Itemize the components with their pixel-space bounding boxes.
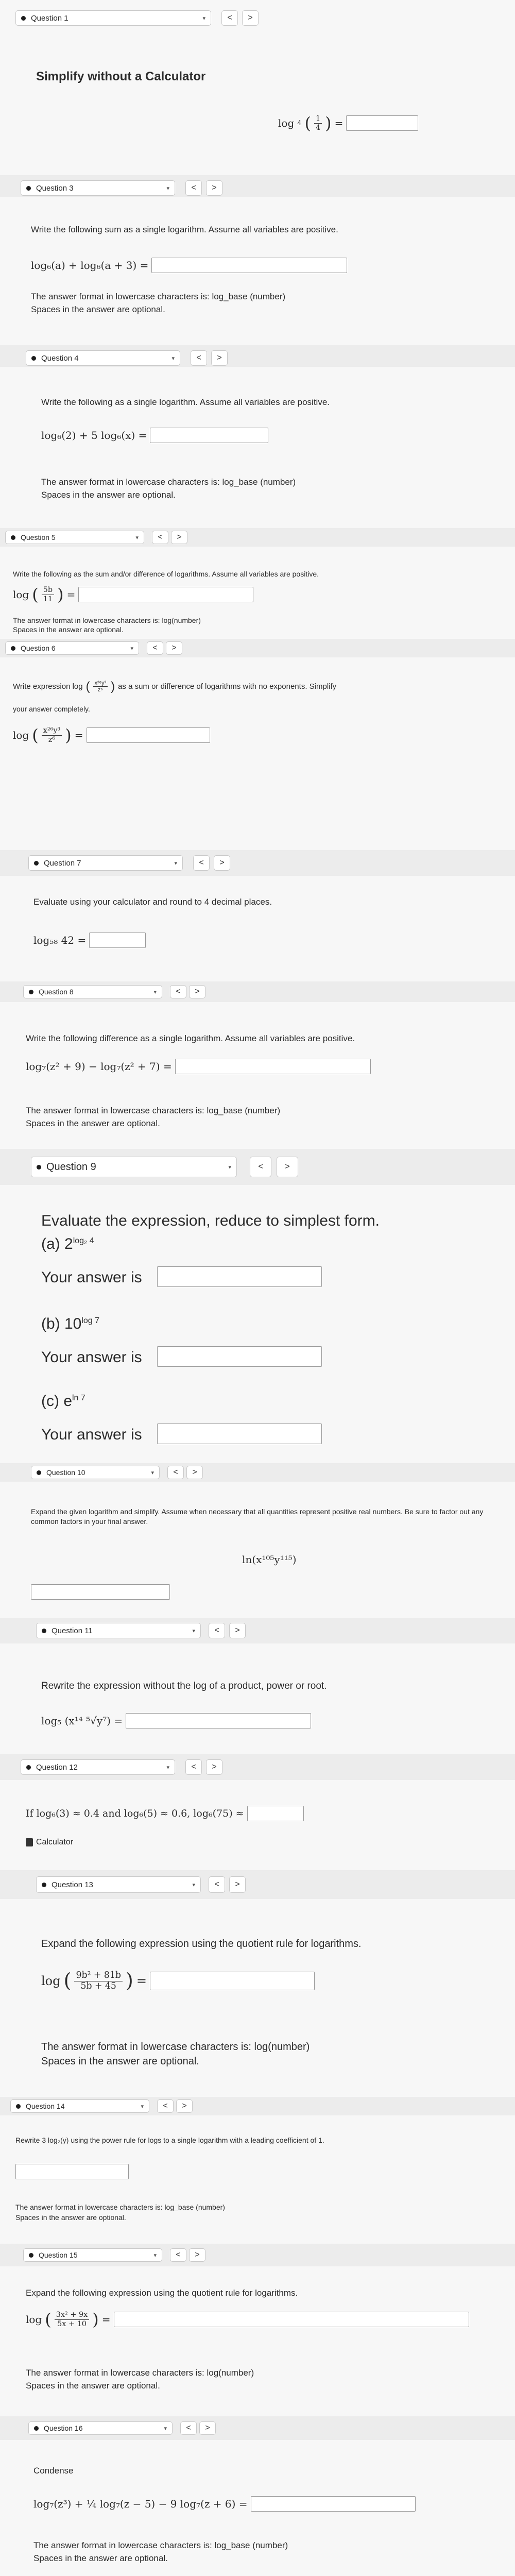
format-note: The answer format in lowercase characters is: log(number) xyxy=(26,2368,254,2378)
question-6-card xyxy=(0,639,515,850)
equals-sign: = xyxy=(74,729,83,742)
prompt-continuation: your answer completely. xyxy=(13,705,90,713)
next-button[interactable]: > xyxy=(214,855,230,871)
answer-input-a[interactable] xyxy=(157,1266,322,1287)
denominator: z⁶ xyxy=(48,735,56,744)
question-prompt: Evaluate using your calculator and round to 4 decimal places. xyxy=(33,897,272,907)
chevron-down-icon: ▾ xyxy=(192,1628,195,1634)
question-select[interactable] xyxy=(31,1157,237,1177)
numerator: 5b xyxy=(42,586,54,595)
part-b-exponent: log 7 xyxy=(81,1316,100,1325)
question-expression xyxy=(41,1713,311,1728)
prev-button[interactable]: < xyxy=(191,350,207,366)
question-expression xyxy=(26,2311,469,2328)
question-label: Question 8 xyxy=(39,988,74,996)
next-button[interactable]: > xyxy=(189,2248,205,2262)
right-paren: ) xyxy=(325,113,332,133)
status-dot-icon xyxy=(11,535,15,540)
calculator-label: Calculator xyxy=(36,1838,74,1846)
question-3-card xyxy=(0,175,515,345)
prev-button[interactable]: < xyxy=(147,641,163,655)
question-expression xyxy=(278,114,418,132)
question-5-card xyxy=(0,528,515,639)
question-expression xyxy=(26,1806,304,1821)
question-10-card xyxy=(0,1463,515,1618)
question-label: Question 14 xyxy=(26,2102,65,2110)
question-9-card xyxy=(0,1149,515,1463)
answer-input[interactable] xyxy=(87,727,210,743)
prev-button[interactable]: < xyxy=(209,1876,225,1893)
prev-button[interactable]: < xyxy=(157,2099,174,2113)
format-note: The answer format in lowercase characters is: log_base (number) xyxy=(15,2203,225,2211)
numerator: 9b² + 81b xyxy=(74,1971,122,1981)
question-8-card xyxy=(0,981,515,1149)
prev-button[interactable]: < xyxy=(180,2421,197,2435)
question-label: Question 9 xyxy=(46,1161,96,1173)
numerator: 3x² + 9x xyxy=(55,2311,90,2320)
prev-button[interactable]: < xyxy=(209,1623,225,1638)
prev-button[interactable]: < xyxy=(193,855,210,871)
right-paren: ) xyxy=(111,679,115,693)
status-dot-icon xyxy=(37,1470,41,1475)
question-select[interactable] xyxy=(10,2099,149,2113)
question-select[interactable] xyxy=(23,2248,162,2262)
question-label: Question 12 xyxy=(36,1762,78,1772)
prev-button[interactable]: < xyxy=(185,180,202,196)
question-expression xyxy=(31,258,347,273)
expression-text: log₅₈ 42 = xyxy=(33,934,87,946)
question-expression xyxy=(41,1971,315,1992)
question-label: Question 10 xyxy=(46,1468,85,1477)
question-select[interactable] xyxy=(5,641,139,655)
next-button[interactable]: > xyxy=(229,1623,246,1638)
format-note: The answer format in lowercase characters is: log(number) xyxy=(41,2041,310,2053)
right-paren: ) xyxy=(57,585,64,605)
expression-text: log₇(z² + 9) − log₇(z² + 7) = xyxy=(26,1060,172,1073)
question-prompt: Write the following sum as a single logarithm. Assume all variables are positive. xyxy=(31,225,338,234)
next-button[interactable]: > xyxy=(189,985,205,998)
chevron-down-icon: ▾ xyxy=(153,989,157,995)
question-label: Question 15 xyxy=(39,2251,78,2259)
log-label: log xyxy=(13,588,29,601)
question-expression xyxy=(13,726,210,744)
part-b xyxy=(41,1314,99,1335)
log-label: log xyxy=(26,2313,42,2326)
numerator: x²⁶y³ xyxy=(42,726,62,736)
question-label: Question 11 xyxy=(52,1626,93,1635)
status-dot-icon xyxy=(34,861,39,866)
denominator: z⁶ xyxy=(97,687,103,693)
fraction xyxy=(42,586,54,603)
left-paren: ( xyxy=(45,2310,52,2330)
answer-input[interactable] xyxy=(15,2164,129,2179)
format-note: The answer format in lowercase characters is: log(number) xyxy=(13,616,201,624)
answer-label: Your answer is xyxy=(41,1269,142,1286)
expression-text: log₇(z³) + ¼ log₇(z − 5) − 9 log₇(z + 6) = xyxy=(33,2498,248,2510)
denominator: 11 xyxy=(43,595,53,603)
question-13-card xyxy=(0,1870,515,2097)
chevron-down-icon: ▾ xyxy=(164,2425,167,2432)
part-c xyxy=(41,1391,85,1412)
question-label: Question 6 xyxy=(21,644,56,652)
question-4-card xyxy=(0,345,515,528)
equals-sign: = xyxy=(66,588,76,601)
question-prompt: Rewrite 3 log₂(y) using the power rule for logs to a single logarithm with a leading coefficient of 1. xyxy=(15,2136,324,2144)
left-paren: ( xyxy=(32,585,39,605)
spaces-note: Spaces in the answer are optional. xyxy=(26,1118,160,1128)
question-prompt: Expand the following expression using the quotient rule for logarithms. xyxy=(26,2288,298,2298)
question-label: Question 1 xyxy=(31,13,68,23)
part-a-base: (a) 2 xyxy=(41,1235,73,1252)
question-expression xyxy=(26,1059,371,1074)
spaces-note: Spaces in the answer are optional. xyxy=(31,304,165,314)
left-paren: ( xyxy=(304,113,312,133)
denominator: 4 xyxy=(316,123,321,132)
question-label: Question 16 xyxy=(44,2424,83,2432)
status-dot-icon xyxy=(42,1883,46,1887)
question-prompt: Rewrite the expression without the log of a product, power or root. xyxy=(41,1681,327,1691)
prev-button[interactable]: < xyxy=(152,531,168,544)
status-dot-icon xyxy=(11,646,15,651)
prev-button[interactable]: < xyxy=(185,1759,202,1775)
question-label: Question 7 xyxy=(44,858,81,868)
spaces-note: Spaces in the answer are optional. xyxy=(41,490,176,500)
status-dot-icon xyxy=(34,2426,39,2431)
status-dot-icon xyxy=(31,356,36,361)
format-note: The answer format in lowercase characters is: log_base (number) xyxy=(31,292,286,301)
log-label: log xyxy=(13,729,29,742)
next-button[interactable]: > xyxy=(206,180,222,196)
answer-input[interactable] xyxy=(150,428,268,443)
question-1-card xyxy=(0,0,515,175)
spaces-note: Spaces in the answer are optional. xyxy=(13,625,124,634)
answer-input[interactable] xyxy=(175,1059,371,1074)
fraction xyxy=(314,114,322,132)
question-prompt: Expand the following expression using the quotient rule for logarithms. xyxy=(41,1938,362,1950)
chevron-down-icon: ▾ xyxy=(135,534,139,541)
calculator-icon xyxy=(26,1838,33,1846)
status-dot-icon xyxy=(26,186,31,191)
question-select[interactable] xyxy=(21,1759,175,1775)
next-button[interactable]: > xyxy=(206,1759,222,1775)
chevron-down-icon: ▾ xyxy=(174,860,177,867)
answer-label: Your answer is xyxy=(41,1349,142,1366)
right-paren: ) xyxy=(92,2310,99,2330)
part-c-exponent: ln 7 xyxy=(72,1394,85,1402)
question-expression xyxy=(13,586,253,603)
log-label: log xyxy=(41,1974,61,1989)
chevron-down-icon: ▾ xyxy=(192,1882,195,1888)
answer-input[interactable] xyxy=(31,1584,170,1600)
question-select[interactable] xyxy=(31,1466,160,1479)
next-button[interactable]: > xyxy=(166,641,182,655)
question-prompt: Evaluate the expression, reduce to simplest form. xyxy=(41,1212,380,1229)
question-16-card xyxy=(0,2416,515,2576)
expression-text: log₆(a) + log₆(a + 3) = xyxy=(31,259,149,272)
status-dot-icon xyxy=(29,2253,33,2258)
question-select[interactable] xyxy=(36,1623,201,1638)
status-dot-icon xyxy=(26,1765,31,1770)
chevron-down-icon: ▾ xyxy=(130,645,133,652)
equals-sign: = xyxy=(101,2313,111,2326)
spaces-note: Spaces in the answer are optional. xyxy=(26,2381,160,2391)
status-dot-icon xyxy=(29,990,33,994)
next-button[interactable]: > xyxy=(229,1876,246,1893)
prompt-text: Write expression log xyxy=(13,682,83,691)
left-paren: ( xyxy=(85,679,90,693)
question-prompt: Expand the given logarithm and simplify. Assume when necessary that all quantities represent positive real numbers. Be sure to factor out any common factors in your final answer. xyxy=(31,1507,484,1526)
next-button[interactable]: > xyxy=(176,2099,193,2113)
part-c-base: (c) e xyxy=(41,1393,72,1410)
chevron-down-icon: ▾ xyxy=(153,2252,157,2259)
format-note: The answer format in lowercase characters is: log_base (number) xyxy=(26,1106,281,1115)
answer-input[interactable] xyxy=(247,1806,304,1821)
prev-button[interactable]: < xyxy=(250,1157,271,1177)
question-select[interactable] xyxy=(28,855,183,871)
prev-button[interactable]: < xyxy=(167,1466,184,1479)
answer-input-c[interactable] xyxy=(157,1423,322,1444)
spaces-note: Spaces in the answer are optional. xyxy=(33,2553,168,2563)
format-note: The answer format in lowercase characters is: log_base (number) xyxy=(33,2540,288,2550)
chevron-down-icon: ▾ xyxy=(166,185,169,192)
prev-button[interactable]: < xyxy=(170,2248,186,2262)
question-14-card xyxy=(0,2097,515,2244)
question-select[interactable] xyxy=(5,531,144,544)
part-a-exponent: log₂ 4 xyxy=(73,1236,94,1245)
answer-input[interactable] xyxy=(126,1713,311,1728)
left-paren: ( xyxy=(32,725,39,745)
numerator: x²⁶y³ xyxy=(93,680,108,687)
expression-text: log₅ (x¹⁴ ⁵√y⁷) = xyxy=(41,1715,123,1727)
spaces-note: Spaces in the answer are optional. xyxy=(15,2213,126,2222)
question-select[interactable] xyxy=(23,985,162,998)
right-paren: ) xyxy=(125,1969,133,1993)
chevron-down-icon: ▾ xyxy=(166,1764,169,1771)
question-select[interactable] xyxy=(36,1876,201,1893)
fraction xyxy=(42,726,62,744)
status-dot-icon xyxy=(37,1165,41,1170)
answer-input[interactable] xyxy=(114,2312,469,2327)
question-expression: ln(x¹⁰⁵y¹¹⁵) xyxy=(242,1553,297,1566)
next-button[interactable]: > xyxy=(186,1466,203,1479)
answer-input[interactable] xyxy=(346,115,418,131)
denominator: 5b + 45 xyxy=(80,1980,116,1991)
numerator: 1 xyxy=(314,114,322,124)
next-button[interactable]: > xyxy=(242,10,259,26)
question-label: Question 3 xyxy=(36,183,74,193)
answer-input[interactable] xyxy=(151,258,347,273)
fraction xyxy=(74,1971,122,1992)
status-dot-icon xyxy=(16,2104,21,2109)
question-select[interactable] xyxy=(26,350,180,366)
chevron-down-icon: ▾ xyxy=(228,1164,231,1171)
answer-input[interactable] xyxy=(78,587,253,602)
right-paren: ) xyxy=(65,725,72,745)
question-prompt: Write the following difference as a single logarithm. Assume all variables are positive. xyxy=(26,1033,355,1043)
equals-sign: = xyxy=(136,1974,147,1989)
answer-input-b[interactable] xyxy=(157,1346,322,1367)
part-a xyxy=(41,1234,94,1255)
next-button[interactable]: > xyxy=(199,2421,216,2435)
chevron-down-icon: ▾ xyxy=(141,2103,144,2110)
fraction xyxy=(55,2311,90,2328)
chevron-down-icon: ▾ xyxy=(171,355,175,362)
log-base: 4 xyxy=(297,119,302,127)
chevron-down-icon: ▾ xyxy=(202,15,205,22)
part-b-base: (b) 10 xyxy=(41,1315,82,1332)
question-11-card xyxy=(0,1618,515,1754)
next-button[interactable]: > xyxy=(277,1157,298,1177)
prev-button[interactable]: < xyxy=(221,10,238,26)
left-paren: ( xyxy=(63,1969,72,1993)
denominator: 5x + 10 xyxy=(57,2319,87,2328)
question-prompt: Write the following as a single logarithm. Assume all variables are positive. xyxy=(41,397,330,407)
question-12-card xyxy=(0,1754,515,1870)
expression-text: If log₆(3) ≈ 0.4 and log₆(5) ≈ 0.6, log₆(75) ≈ xyxy=(26,1808,244,1819)
question-prompt: Write the following as the sum and/or difference of logarithms. Assume all variables are positive. xyxy=(13,570,319,578)
spaces-note: Spaces in the answer are optional. xyxy=(41,2056,199,2067)
next-button[interactable]: > xyxy=(171,531,187,544)
expression-text: log₆(2) + 5 log₆(x) = xyxy=(41,429,147,442)
answer-input[interactable] xyxy=(150,1972,315,1990)
chevron-down-icon: ▾ xyxy=(151,1469,154,1476)
question-label: Question 5 xyxy=(21,533,56,541)
prev-button[interactable]: < xyxy=(170,985,186,998)
status-dot-icon xyxy=(21,16,26,21)
question-label: Question 4 xyxy=(41,353,79,363)
question-select[interactable] xyxy=(21,180,175,196)
question-7-card xyxy=(0,850,515,981)
prompt-text: as a sum or difference of logarithms with no exponents. Simplify xyxy=(118,682,337,691)
fraction xyxy=(93,680,108,693)
question-label: Question 13 xyxy=(52,1880,93,1889)
question-prompt xyxy=(13,680,336,693)
answer-input[interactable] xyxy=(251,2496,416,2512)
answer-input[interactable] xyxy=(89,933,146,948)
status-dot-icon xyxy=(42,1629,46,1633)
log-label: log xyxy=(278,117,295,130)
question-expression xyxy=(33,2496,416,2512)
question-select[interactable] xyxy=(15,10,211,26)
question-15-card xyxy=(0,2244,515,2416)
calculator-link[interactable] xyxy=(26,1837,73,1848)
answer-label: Your answer is xyxy=(41,1426,142,1443)
next-button[interactable]: > xyxy=(211,350,228,366)
question-expression xyxy=(41,428,268,443)
equals-sign: = xyxy=(334,117,344,130)
question-select[interactable] xyxy=(28,2421,173,2435)
question-title: Simplify without a Calculator xyxy=(36,70,206,83)
question-prompt: Condense xyxy=(33,2466,74,2476)
format-note: The answer format in lowercase characters is: log_base (number) xyxy=(41,477,296,487)
question-expression xyxy=(33,933,146,948)
